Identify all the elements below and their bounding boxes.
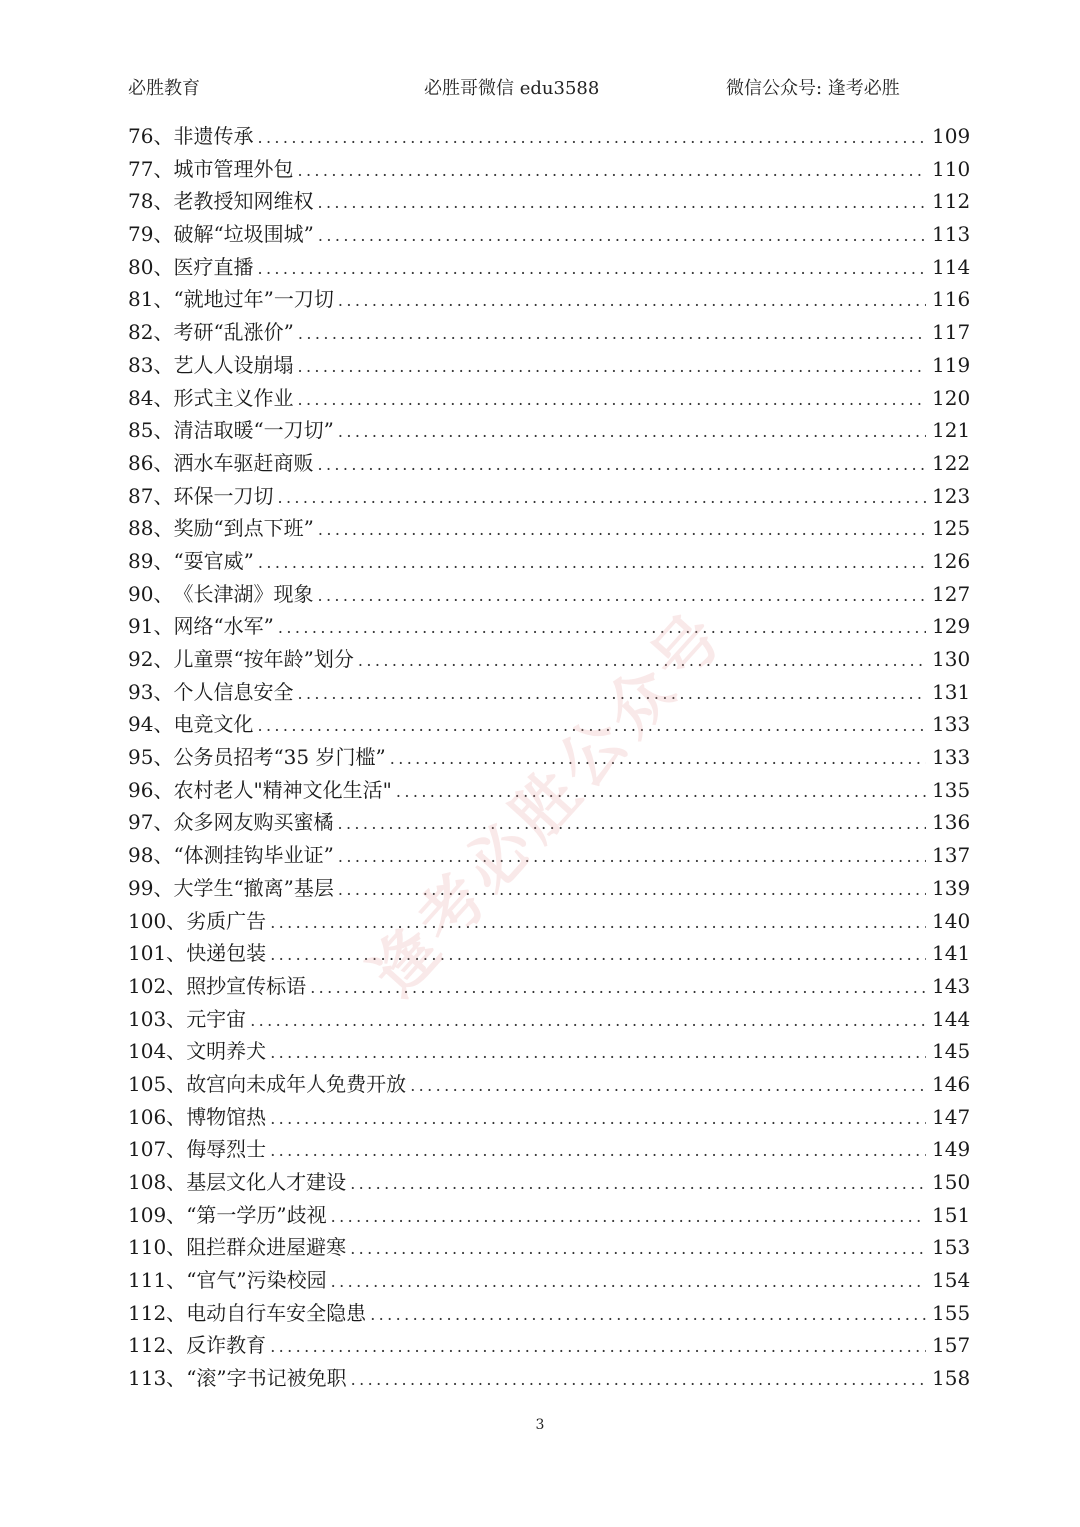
toc-leader-dots	[257, 253, 926, 286]
toc-leader-dots	[297, 351, 926, 384]
toc-entry-number: 96、	[128, 777, 174, 802]
toc-entry-number: 87、	[128, 483, 174, 508]
toc-entry-page: 133	[932, 745, 971, 770]
toc-entry-title: “官气”污染校园	[186, 1268, 327, 1293]
toc-entry-page: 121	[932, 418, 971, 443]
toc-entry-title: 个人信息安全	[173, 679, 294, 704]
header-right-text: 微信公众号: 逢考必胜	[726, 78, 900, 99]
toc-leader-dots	[270, 1135, 926, 1168]
toc-entry	[128, 512, 971, 545]
toc-entry	[128, 1003, 971, 1036]
toc-entry-page: 139	[932, 875, 971, 900]
toc-entry-page: 145	[932, 1039, 971, 1064]
toc-entry-page: 141	[932, 941, 971, 966]
toc-entry	[128, 610, 971, 643]
toc-entry	[128, 447, 971, 480]
toc-entry-title: 环保一刀切	[173, 483, 274, 508]
toc-entry-page: 114	[932, 254, 971, 279]
toc-entry	[128, 251, 971, 284]
toc-entry-title: “第一学历”歧视	[186, 1202, 327, 1227]
toc-entry-page: 110	[932, 156, 971, 181]
toc-leader-dots	[298, 318, 926, 351]
toc-entry-page: 116	[932, 287, 971, 312]
toc-entry	[128, 382, 971, 415]
toc-entry-number: 88、	[128, 516, 174, 541]
toc-leader-dots	[318, 514, 926, 547]
toc-leader-dots	[297, 155, 926, 188]
toc-leader-dots	[337, 808, 926, 841]
header-center-text: 必胜哥微信 edu3588	[424, 78, 600, 99]
toc-leader-dots	[270, 939, 926, 972]
toc-entry-page: 154	[932, 1268, 971, 1293]
toc-leader-dots	[270, 907, 926, 940]
toc-entry-page: 120	[932, 385, 971, 410]
toc-leader-dots	[257, 122, 926, 155]
toc-entry-title: 儿童票“按年龄”划分	[173, 647, 354, 671]
page-header	[128, 74, 918, 106]
toc-entry	[128, 414, 971, 447]
toc-entry-title: 农村老人"精神文化生活"	[173, 777, 392, 802]
toc-entry-page: 140	[932, 908, 971, 933]
toc-entry-page: 130	[932, 647, 971, 671]
toc-entry-number: 97、	[128, 810, 174, 835]
toc-entry-title: 文明养犬	[186, 1039, 267, 1064]
toc-leader-dots	[317, 187, 926, 220]
toc-entry-page: 153	[932, 1235, 971, 1260]
toc-entry-page: 119	[932, 352, 971, 377]
toc-entry-title: “就地过年”一刀切	[173, 287, 334, 312]
toc-entry-number: 110、	[128, 1235, 187, 1260]
toc-entry	[128, 905, 971, 938]
toc-entry-number: 102、	[128, 973, 187, 998]
toc-leader-dots	[317, 580, 926, 613]
toc-entry-number: 111、	[128, 1268, 187, 1293]
toc-entry-page: 113	[932, 222, 971, 247]
toc-entry-title: 考研“乱涨价”	[173, 320, 294, 345]
toc-entry-number: 98、	[128, 843, 174, 868]
toc-leader-dots	[297, 678, 926, 711]
toc-entry-page: 155	[932, 1300, 971, 1325]
toc-entry-number: 99、	[128, 875, 174, 900]
page-number: 3	[535, 1417, 545, 1433]
toc-entry-title: 元宇宙	[186, 1006, 247, 1031]
toc-entry-number: 86、	[128, 450, 174, 475]
toc-entry-title: “滚”字书记被免职	[186, 1366, 347, 1391]
toc-entry-page: 137	[932, 843, 971, 868]
toc-leader-dots	[297, 384, 926, 417]
toc-entry-page: 135	[932, 777, 971, 802]
toc-entry-page: 133	[932, 712, 971, 737]
toc-entry-number: 85、	[128, 418, 174, 443]
toc-entry-number: 82、	[128, 320, 174, 345]
toc-leader-dots	[390, 743, 926, 776]
toc-leader-dots	[270, 1103, 926, 1136]
toc-entry-page: 129	[932, 614, 971, 639]
toc-entry-title: 侮辱烈士	[186, 1137, 267, 1162]
toc-leader-dots	[278, 612, 926, 645]
toc-entry-title: “耍官威”	[173, 548, 254, 573]
toc-leader-dots	[270, 1037, 926, 1070]
toc-entry	[128, 185, 971, 218]
toc-entry-number: 112、	[128, 1333, 187, 1358]
toc-entry-page: 117	[932, 320, 971, 345]
toc-entry-number: 105、	[128, 1071, 187, 1096]
toc-entry	[128, 1297, 971, 1330]
toc-entry	[128, 1101, 971, 1134]
toc-entry-page: 157	[932, 1333, 971, 1358]
toc-entry-number: 84、	[128, 385, 174, 410]
toc-entry-title: 阻拦群众进屋避寒	[186, 1235, 347, 1260]
toc-entry	[128, 1166, 971, 1199]
toc-entry-number: 108、	[128, 1170, 187, 1194]
toc-leader-dots	[250, 1005, 926, 1038]
toc-leader-dots	[358, 645, 926, 678]
toc-entry-page: 147	[932, 1104, 971, 1129]
toc-entry-title: “体测挂钩毕业证”	[173, 843, 334, 868]
toc-entry-number: 113、	[128, 1366, 187, 1391]
toc-leader-dots	[331, 1266, 926, 1299]
toc-entry-page: 144	[932, 1006, 971, 1031]
toc-entry-title: 博物馆热	[186, 1104, 267, 1129]
toc-entry-page: 109	[932, 124, 971, 148]
toc-entry-page: 126	[932, 548, 971, 573]
table-of-contents	[128, 120, 971, 1395]
toc-entry-title: 破解“垃圾围城”	[173, 222, 314, 247]
toc-entry-number: 106、	[128, 1104, 187, 1129]
toc-entry-number: 100、	[128, 908, 187, 933]
toc-entry	[128, 218, 971, 251]
toc-leader-dots	[257, 710, 926, 743]
toc-leader-dots	[317, 449, 926, 482]
toc-entry-title: 艺人人设崩塌	[173, 352, 294, 377]
toc-entry	[128, 578, 971, 611]
toc-entry-title: 电竞文化	[173, 712, 254, 737]
toc-leader-dots	[338, 841, 926, 874]
toc-entry	[128, 774, 971, 807]
toc-entry-page: 146	[932, 1071, 971, 1096]
toc-entry	[128, 545, 971, 578]
toc-leader-dots	[270, 1331, 926, 1364]
toc-entry	[128, 283, 971, 316]
toc-entry	[128, 1068, 971, 1101]
toc-entry-page: 136	[932, 810, 971, 835]
toc-entry	[128, 970, 971, 1003]
toc-leader-dots	[258, 547, 926, 580]
toc-entry-title: 网络“水军”	[173, 614, 274, 639]
toc-entry-title: 奖励“到点下班”	[173, 516, 314, 541]
toc-leader-dots	[277, 482, 926, 515]
toc-entry	[128, 120, 971, 153]
toc-entry-number: 78、	[128, 189, 174, 214]
toc-entry-title: 劣质广告	[186, 908, 267, 933]
toc-entry-number: 76、	[128, 124, 174, 148]
toc-entry-number: 94、	[128, 712, 174, 737]
toc-entry-number: 107、	[128, 1137, 187, 1162]
toc-entry	[128, 806, 971, 839]
toc-entry	[128, 349, 971, 382]
toc-entry	[128, 839, 971, 872]
toc-entry	[128, 708, 971, 741]
toc-entry-number: 81、	[128, 287, 174, 312]
toc-entry-title: 照抄宣传标语	[186, 973, 307, 998]
toc-entry	[128, 316, 971, 349]
toc-entry-title: 基层文化人才建设	[186, 1170, 347, 1194]
toc-entry-number: 83、	[128, 352, 174, 377]
toc-entry	[128, 1264, 971, 1297]
toc-entry-page: 122	[932, 450, 971, 475]
toc-entry-title: 《长津湖》现象	[173, 581, 314, 606]
toc-entry-number: 90、	[128, 581, 174, 606]
toc-entry-number: 101、	[128, 941, 187, 966]
toc-entry-page: 125	[932, 516, 971, 541]
toc-entry	[128, 1231, 971, 1264]
toc-entry	[128, 153, 971, 186]
toc-entry-number: 112、	[128, 1300, 187, 1325]
toc-entry-page: 123	[932, 483, 971, 508]
toc-entry-title: 医疗直播	[173, 254, 254, 279]
toc-entry-number: 92、	[128, 647, 174, 671]
toc-leader-dots	[310, 972, 926, 1005]
toc-entry-number: 80、	[128, 254, 174, 279]
toc-entry-page: 143	[932, 973, 971, 998]
toc-entry-title: 清洁取暖“一刀切”	[173, 418, 334, 443]
toc-entry-number: 104、	[128, 1039, 187, 1064]
toc-entry	[128, 1133, 971, 1166]
toc-leader-dots	[350, 1233, 926, 1266]
toc-entry-number: 79、	[128, 222, 174, 247]
toc-entry-title: 快递包装	[186, 941, 267, 966]
toc-entry-number: 91、	[128, 614, 174, 639]
toc-entry	[128, 643, 971, 676]
toc-entry-title: 非遗传承	[173, 124, 254, 148]
toc-entry-title: 众多网友购买蜜橘	[173, 810, 334, 835]
toc-entry-title: 电动自行车安全隐患	[186, 1300, 367, 1325]
toc-entry-title: 反诈教育	[186, 1333, 267, 1358]
toc-entry-page: 112	[932, 189, 971, 214]
toc-leader-dots	[396, 776, 926, 809]
toc-entry	[128, 1329, 971, 1362]
toc-entry	[128, 872, 971, 905]
toc-entry-title: 故宫向未成年人免费开放	[186, 1071, 407, 1096]
toc-leader-dots	[410, 1070, 926, 1103]
toc-leader-dots	[351, 1364, 926, 1397]
toc-leader-dots	[331, 1201, 926, 1234]
toc-entry-number: 93、	[128, 679, 174, 704]
toc-entry-page: 150	[932, 1170, 971, 1194]
watermark-text: 逢考必胜公众号	[356, 596, 740, 1011]
toc-entry	[128, 1199, 971, 1232]
toc-entry-title: 形式主义作业	[173, 385, 294, 410]
header-left-text: 必胜教育	[128, 78, 200, 99]
toc-entry-number: 103、	[128, 1006, 187, 1031]
toc-entry-title: 老教授知网维权	[173, 189, 314, 214]
toc-entry	[128, 1035, 971, 1068]
toc-leader-dots	[338, 416, 926, 449]
toc-entry-title: 公务员招考“35 岁门槛”	[173, 745, 386, 770]
toc-entry	[128, 1362, 971, 1395]
toc-leader-dots	[370, 1299, 926, 1332]
toc-entry-page: 151	[932, 1202, 971, 1227]
toc-entry-page: 127	[932, 581, 971, 606]
toc-entry-page: 131	[932, 679, 971, 704]
toc-leader-dots	[338, 285, 926, 318]
toc-entry	[128, 676, 971, 709]
toc-entry-page: 149	[932, 1137, 971, 1162]
toc-leader-dots	[350, 1168, 926, 1201]
toc-entry-title: 大学生“撤离”基层	[173, 875, 334, 900]
toc-leader-dots	[318, 220, 926, 253]
toc-entry	[128, 937, 971, 970]
toc-leader-dots	[338, 874, 926, 907]
toc-entry	[128, 741, 971, 774]
toc-entry-title: 洒水车驱赶商贩	[173, 450, 314, 475]
toc-entry	[128, 480, 971, 513]
toc-entry-title: 城市管理外包	[173, 156, 294, 181]
toc-entry-number: 89、	[128, 548, 174, 573]
toc-entry-number: 95、	[128, 745, 174, 770]
toc-entry-number: 109、	[128, 1202, 187, 1227]
toc-entry-number: 77、	[128, 156, 174, 181]
toc-entry-page: 158	[932, 1366, 971, 1391]
